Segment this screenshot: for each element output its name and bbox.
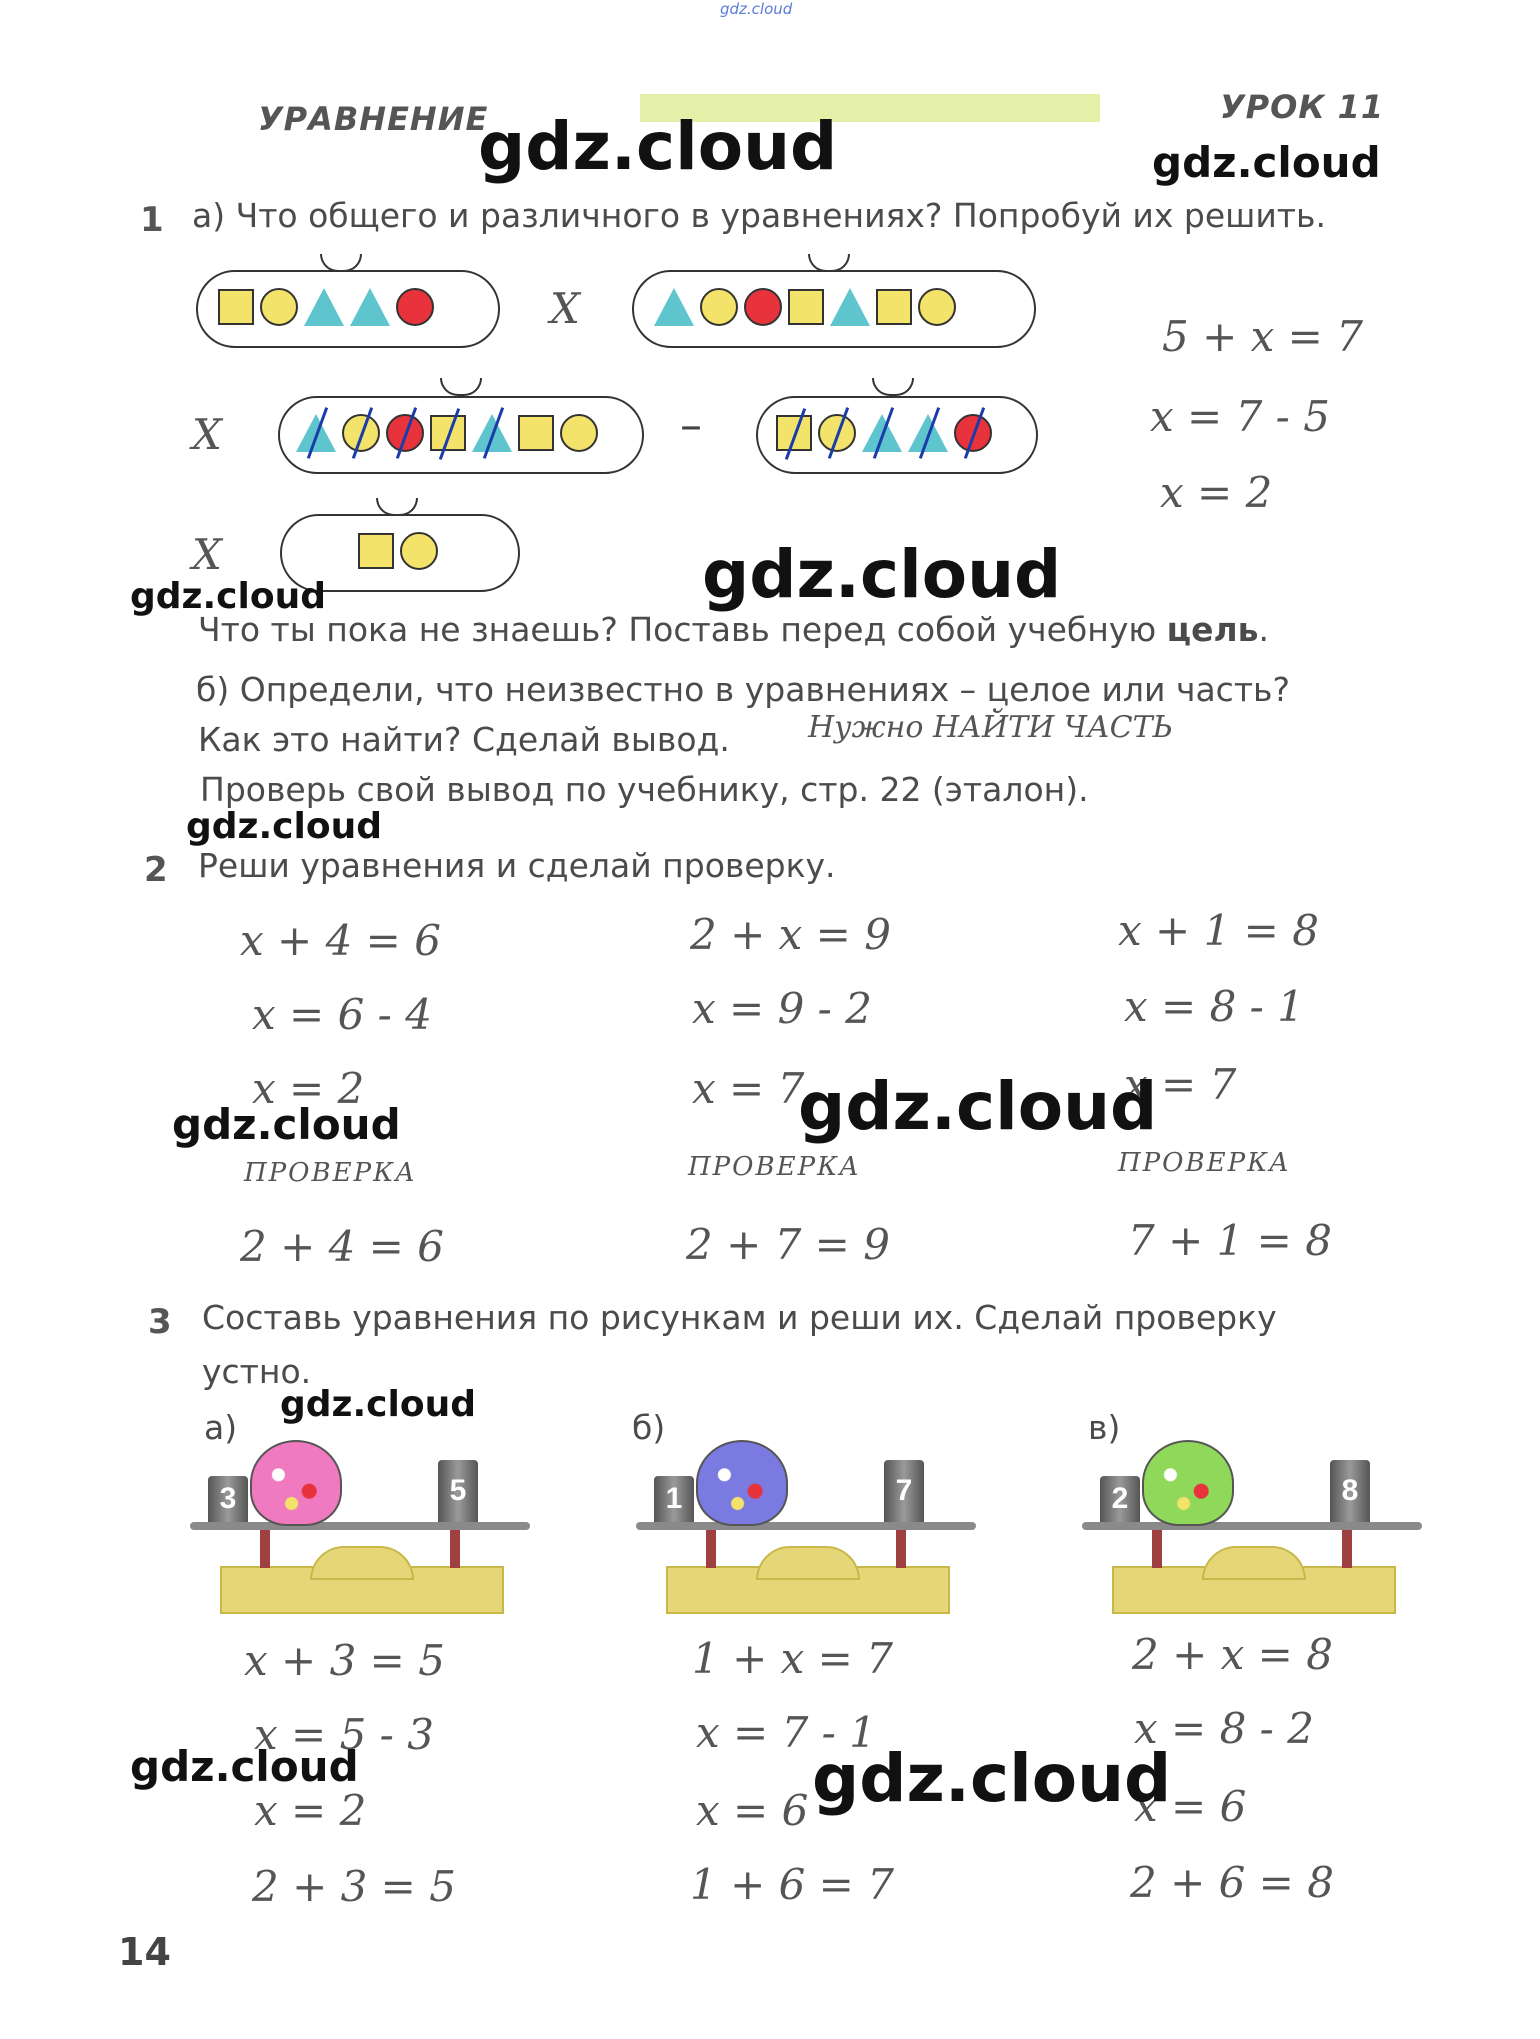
- weight-icon: 1: [654, 1476, 694, 1522]
- task2-col2-check-label: ПРОВЕРКА: [688, 1152, 861, 1182]
- task2-text: Реши уравнения и сделай проверку.: [198, 846, 836, 885]
- task2-col1-check-label: ПРОВЕРКА: [244, 1158, 417, 1188]
- square-shape: [358, 533, 394, 569]
- watermark: gdz.cloud: [130, 1742, 359, 1791]
- scale-post: [260, 1530, 270, 1568]
- bag-icon: [696, 1440, 788, 1526]
- row1-x: X: [550, 284, 580, 333]
- task1-b-line2: Как это найти? Сделай вывод.: [198, 720, 730, 759]
- task3-b-step: x = 7 - 1: [696, 1708, 876, 1757]
- row3-x: X: [192, 530, 222, 579]
- task1-b-line1: б) Определи, что неизвестно в уравнениях – целое или часть?: [196, 670, 1291, 709]
- crossed-triangle: [862, 414, 902, 452]
- task3-b-check: 1 + 6 = 7: [690, 1860, 894, 1909]
- task3-c-check: 2 + 6 = 8: [1130, 1858, 1334, 1907]
- circle-shape: [560, 414, 598, 452]
- task3-part-label: а): [204, 1408, 238, 1447]
- task1-hand-eq: 5 + x = 7: [1162, 312, 1363, 361]
- bag-icon: [250, 1440, 342, 1526]
- watermark: gdz.cloud: [702, 536, 1062, 613]
- watermark: gdz.cloud: [478, 108, 838, 185]
- shapes-row3: [358, 532, 438, 570]
- task1-question: [198, 610, 1269, 649]
- task1-hand-answer: x = 2: [1160, 468, 1273, 517]
- circle-shape: [260, 288, 298, 326]
- red-circle-shape: [396, 288, 434, 326]
- square-shape: [518, 415, 554, 451]
- square-shape: [218, 289, 254, 325]
- scale-pans: [190, 1522, 530, 1530]
- task2-col3-eq: x + 1 = 8: [1118, 906, 1319, 955]
- watermark: gdz.cloud: [130, 576, 326, 617]
- task2-col2-step: x = 9 - 2: [692, 984, 872, 1033]
- task2-number: 2: [144, 850, 168, 890]
- crossed-triangle: [908, 414, 948, 452]
- square-shape: [876, 289, 912, 325]
- circle-shape: [400, 532, 438, 570]
- task3-c-answer: x = 6: [1134, 1782, 1247, 1831]
- shapes-row1-left: [218, 288, 434, 326]
- scale-post: [706, 1530, 716, 1568]
- weight-icon: 2: [1100, 1476, 1140, 1522]
- triangle-shape: [304, 288, 344, 326]
- crossed-triangle: [472, 414, 512, 452]
- task2-col1-step: x = 6 - 4: [252, 990, 432, 1039]
- weight-icon: 7: [884, 1460, 924, 1522]
- task1-number: 1: [140, 200, 164, 240]
- shapes-row2-left: [296, 414, 598, 452]
- task2-col2-eq: 2 + x = 9: [690, 910, 891, 959]
- crossed-circle: [342, 414, 380, 452]
- triangle-shape: [350, 288, 390, 326]
- task3-b-eq: 1 + x = 7: [692, 1634, 893, 1683]
- question-text: Что ты пока не знаешь? Поставь перед собой учебную: [198, 610, 1167, 649]
- crossed-circle: [818, 414, 856, 452]
- crossed-red-circle: [954, 414, 992, 452]
- task3-a-check: 2 + 3 = 5: [252, 1862, 456, 1911]
- header-topic: УРАВНЕНИЕ: [258, 100, 489, 138]
- crossed-square: [776, 415, 812, 451]
- triangle-shape: [830, 288, 870, 326]
- header-lesson: УРОК 11: [1220, 88, 1385, 126]
- task3-text2: устно.: [202, 1352, 312, 1391]
- watermark: gdz.cloud: [172, 1100, 401, 1149]
- triangle-shape: [654, 288, 694, 326]
- red-circle-shape: [744, 288, 782, 326]
- task2-col1-answer: x = 2: [252, 1064, 365, 1113]
- task3-c-eq: 2 + x = 8: [1132, 1630, 1333, 1679]
- circle-shape: [700, 288, 738, 326]
- task3-a-eq: x + 3 = 5: [244, 1636, 445, 1685]
- row2-x: X: [192, 410, 222, 459]
- watermark: gdz.cloud: [280, 1384, 476, 1425]
- task2-col1-check: 2 + 4 = 6: [240, 1222, 444, 1271]
- page-number: 14: [118, 1930, 171, 1974]
- task2-col1-eq: x + 4 = 6: [240, 916, 441, 965]
- task3-number: 3: [148, 1302, 172, 1342]
- shapes-row1-right: [654, 288, 956, 326]
- task1-b-answer: Нужно НАЙТИ ЧАСТЬ: [808, 710, 1173, 745]
- task2-col2-answer: x = 7: [692, 1064, 805, 1113]
- task3-b-answer: x = 6: [696, 1786, 809, 1835]
- task3-a-step: x = 5 - 3: [254, 1710, 434, 1759]
- watermark: gdz.cloud: [1152, 138, 1381, 187]
- crossed-square: [430, 415, 466, 451]
- weight-icon: 3: [208, 1476, 248, 1522]
- weight-icon: 5: [438, 1460, 478, 1522]
- task3-a-answer: x = 2: [254, 1786, 367, 1835]
- task3-text1: Составь уравнения по рисункам и реши их. Сделай проверку: [202, 1298, 1277, 1337]
- brace-row2-left: [440, 378, 482, 396]
- scale-hump: [1202, 1546, 1306, 1580]
- question-bold: цель: [1166, 610, 1259, 649]
- scale-post: [1152, 1530, 1162, 1568]
- circle-shape: [918, 288, 956, 326]
- task2-col2-check: 2 + 7 = 9: [686, 1220, 890, 1269]
- scale-hump: [756, 1546, 860, 1580]
- task2-col3-check: 7 + 1 = 8: [1128, 1216, 1332, 1265]
- task2-col3-check-label: ПРОВЕРКА: [1118, 1148, 1291, 1178]
- scale-hump: [310, 1546, 414, 1580]
- watermark: gdz.cloud: [186, 806, 382, 847]
- weight-icon: 8: [1330, 1460, 1370, 1522]
- brace-row2-right: [872, 378, 914, 396]
- task2-col3-step: x = 8 - 1: [1124, 982, 1304, 1031]
- watermark: gdz.cloud: [798, 1068, 1158, 1145]
- bag-icon: [1142, 1440, 1234, 1526]
- scale-pans: [1082, 1522, 1422, 1530]
- scale-post: [1342, 1530, 1352, 1568]
- task1-check-line: Проверь свой вывод по учебнику, стр. 22 (эталон).: [200, 770, 1089, 809]
- shapes-row2-right: [776, 414, 992, 452]
- task1-hand-step: x = 7 - 5: [1150, 392, 1330, 441]
- task2-col3-answer: x = 7: [1124, 1060, 1237, 1109]
- crossed-red-circle: [386, 414, 424, 452]
- task3-part-label: в): [1088, 1408, 1121, 1447]
- watermark: gdz.cloud: [812, 1740, 1172, 1817]
- crossed-triangle: [296, 414, 336, 452]
- scale-pans: [636, 1522, 976, 1530]
- minus-sign: –: [680, 400, 702, 451]
- task3-part-label: б): [632, 1408, 666, 1447]
- question-end: .: [1258, 610, 1270, 649]
- task3-c-step: x = 8 - 2: [1134, 1704, 1314, 1753]
- square-shape: [788, 289, 824, 325]
- scale-post: [450, 1530, 460, 1568]
- scale-post: [896, 1530, 906, 1568]
- top-watermark: gdz.cloud: [720, 0, 793, 18]
- task1-a-text: а) Что общего и различного в уравнениях? Попробуй их решить.: [192, 196, 1326, 235]
